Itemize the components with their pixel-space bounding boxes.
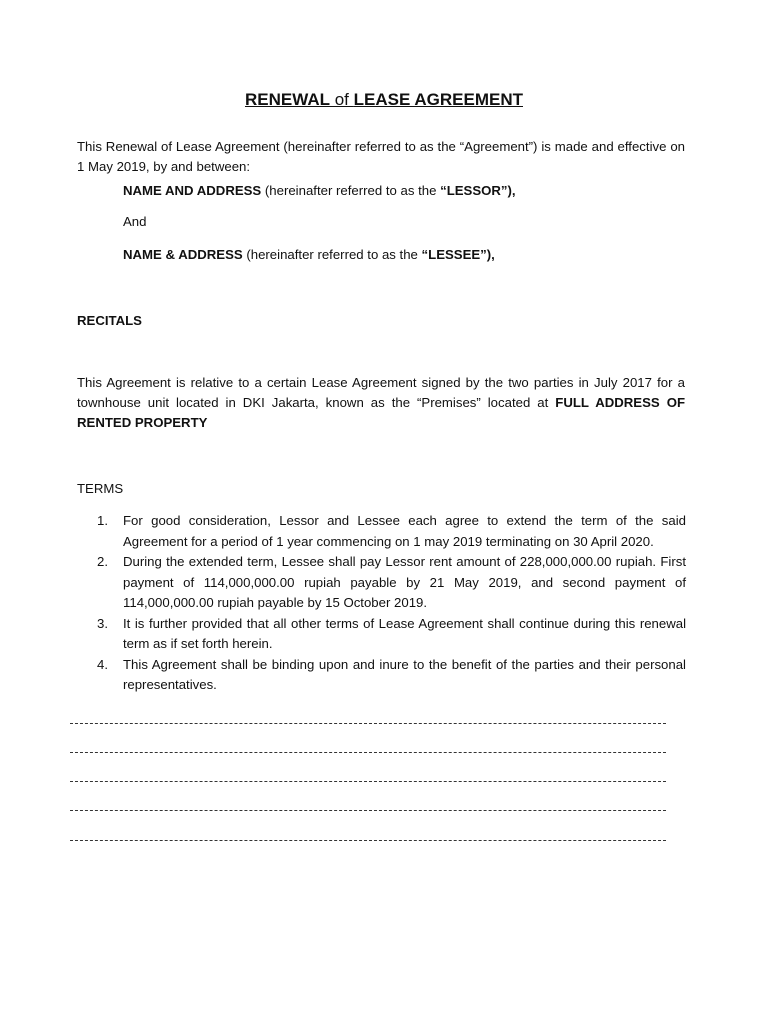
term-text: During the extended term, Lessee shall pay Lessor rent amount of 228,000,000.00 rupiah. First payment of 114,000,000.00 rupiah payable by 21 May 2019, and second payment of 114,000,000.00 rupiah payable by 15 October 2019. [123,554,686,610]
term-text: For good consideration, Lessor and Lessee each agree to extend the term of the said Agreement for a period of 1 year commencing on 1 may 2019 terminating on 30 April 2020. [123,513,686,549]
lessee-text: (hereinafter referred to as the [242,247,422,262]
intro-paragraph: This Renewal of Lease Agreement (hereinafter referred to as the “Agreement”) is made and effective on 1 May 2019, by and between: [77,139,685,174]
dashed-separator [70,810,666,811]
lessor-line [123,181,683,201]
title-part-of: of [329,90,354,109]
term-text: This Agreement shall be binding upon and inure to the benefit of the parties and their personal representatives. [123,656,686,692]
term-item [77,614,686,655]
lessee-name: NAME & ADDRESS [123,247,243,262]
term-number: 4. [97,656,108,672]
recitals-paragraph [77,373,685,433]
term-item [77,511,686,552]
dashed-separator [70,723,666,724]
term-item [77,655,686,696]
lessor-role: “LESSOR”), [440,183,516,198]
lessor-name: NAME AND ADDRESS [123,183,262,198]
term-number: 3. [97,615,108,631]
terms-heading: TERMS [77,481,124,496]
lessee-line [123,245,683,265]
document-title [0,90,768,110]
term-item [77,552,686,614]
term-number: 1. [97,513,108,528]
terms-list [77,511,686,696]
title-part-lease-agreement: LEASE AGREEMENT [353,90,523,109]
lessee-role: “LESSEE”), [421,247,495,262]
dashed-separator [70,752,666,753]
term-number: 2. [97,554,108,569]
dashed-separator [70,781,666,782]
recitals-text: This Agreement is relative to a certain Lease Agreement signed by the two parties in July 2017 for a townhouse unit located in DKI Jakarta, known as the “Premises” located at [77,375,685,410]
term-text: It is further provided that all other terms of Lease Agreement shall continue during this renewal term as if set forth herein. [123,615,686,651]
and-text: And [123,214,147,229]
recitals-heading: RECITALS [77,313,142,328]
lessor-text: (hereinafter referred to as the [261,183,441,198]
recitals-address: FULL ADDRESS OF RENTED PROPERTY [77,395,686,430]
title-part-renewal: RENEWAL [244,90,330,109]
dashed-separator [70,840,666,841]
